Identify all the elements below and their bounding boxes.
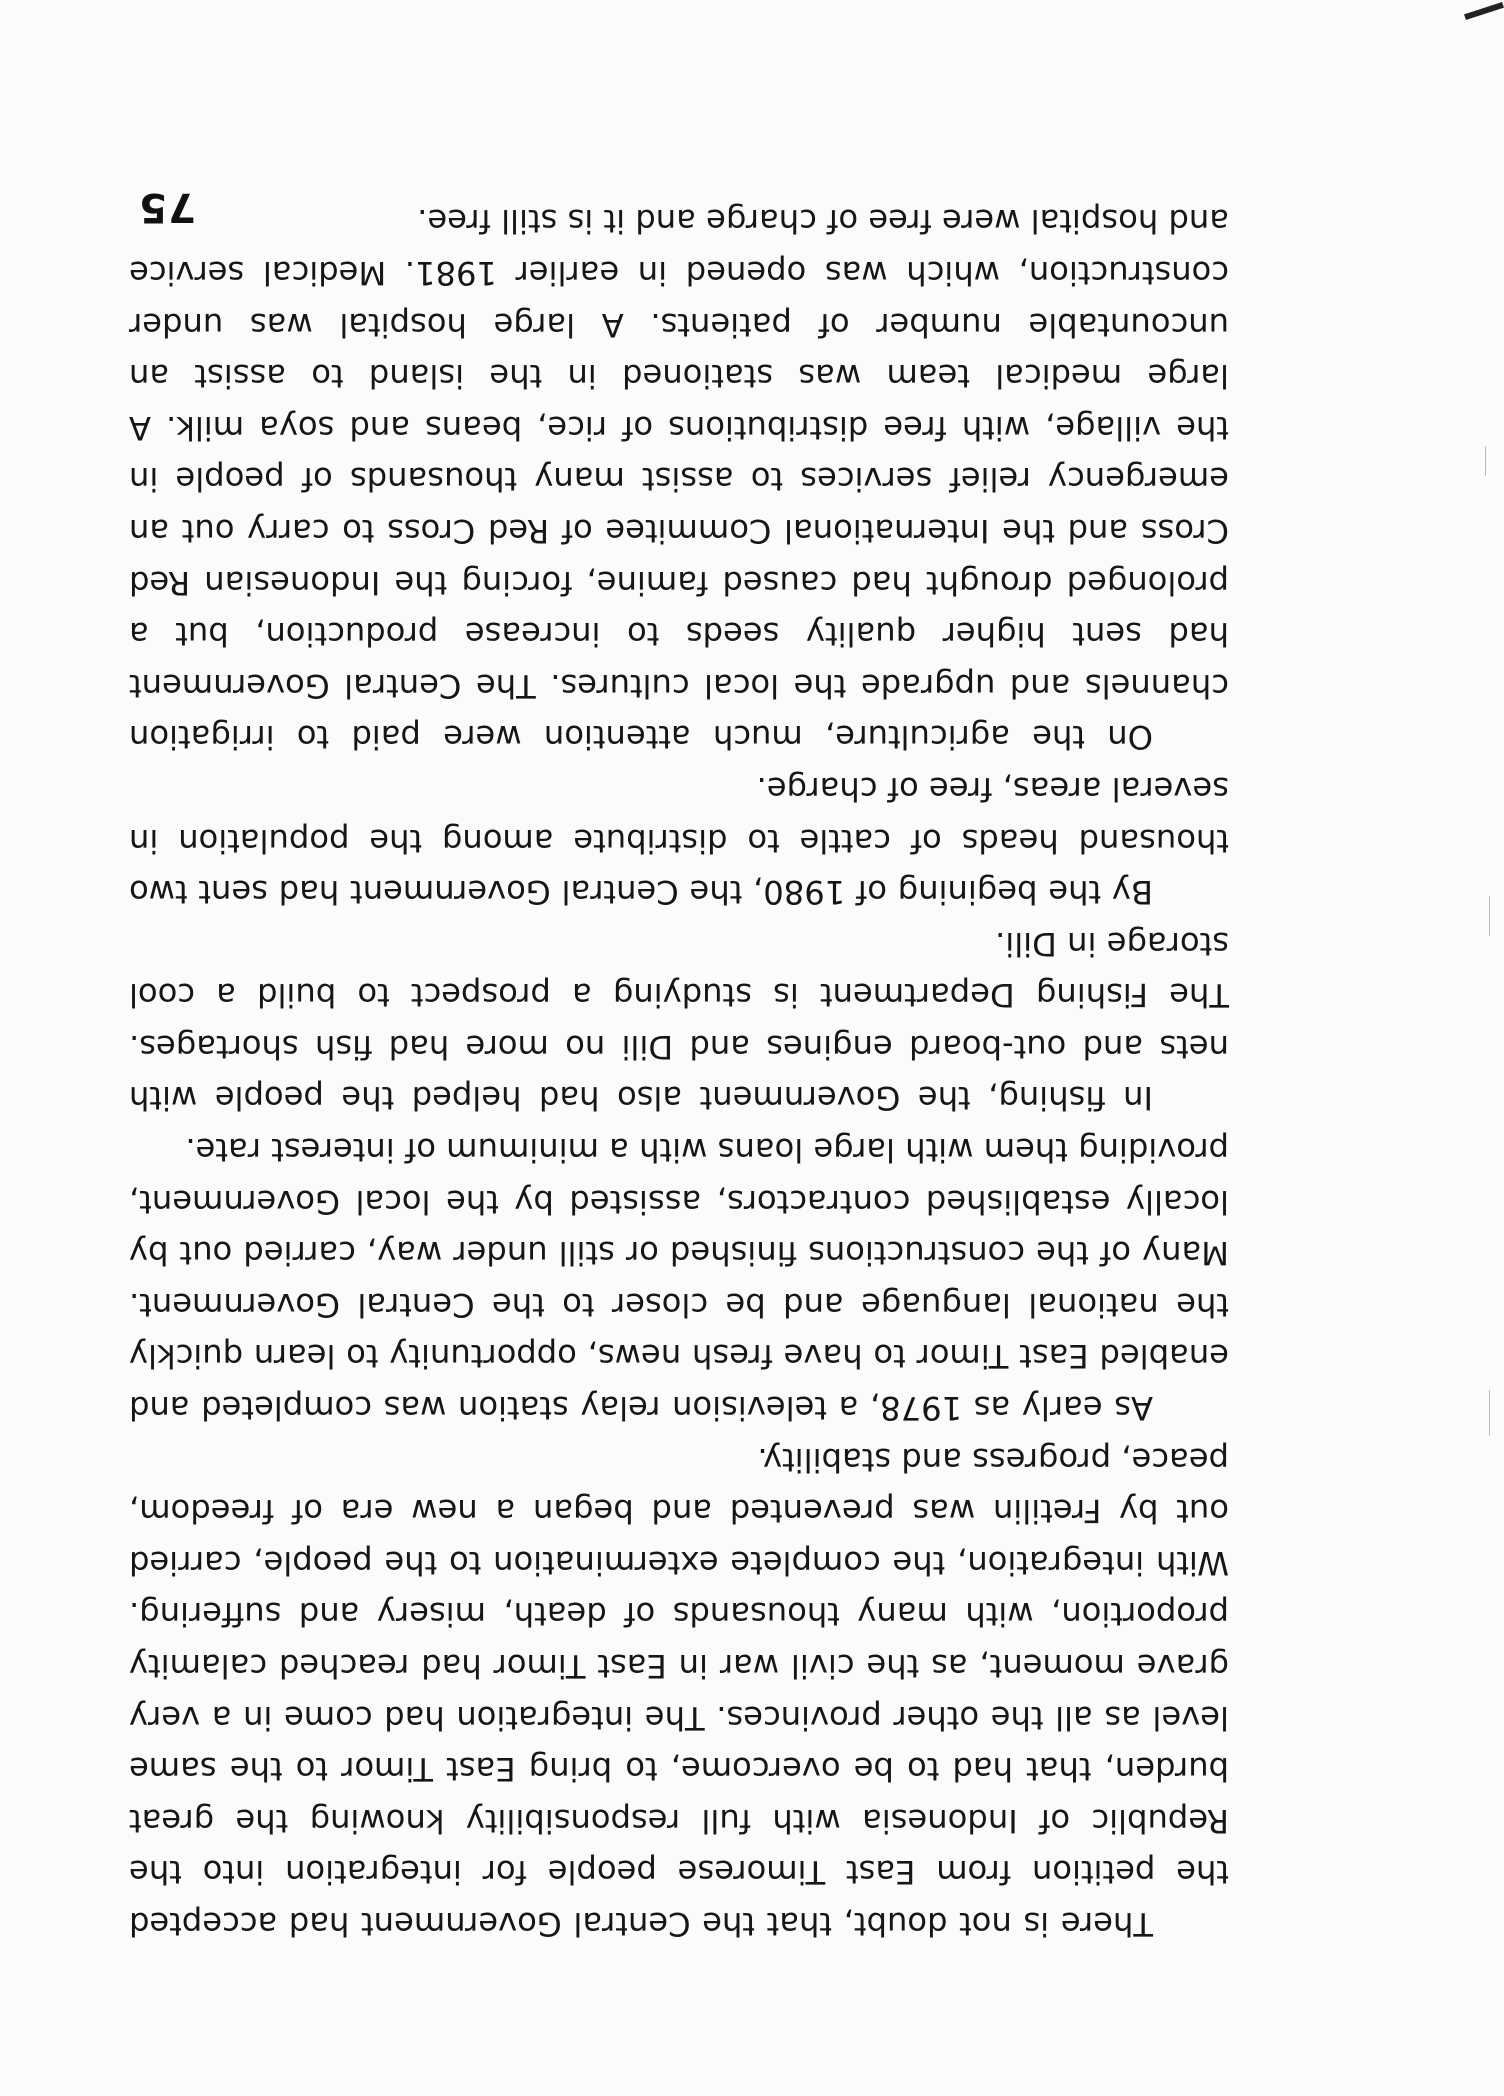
scan-corner-smudge — [1464, 2, 1504, 20]
paragraph-cattle: By the begining of 1980, the Central Government had sent two thousand heads of cattle to distribute among the population in several areas, free of charge. — [129, 769, 1229, 912]
paragraph-integration: There is not doubt, that the Central Government had accepted the petition from East Timorese people for integration into the Republic of Indonesia with full responsibility knowing the great burden, that had to be overcome, to bring East Timor to the same level as all the other provinces. The integration had come in a very grave moment, as the civil war in East Timor had reached calamity proportion, with many thousands of death, misery and suffering. With integration, the complete extermination to the people, carried out by Fretilin was prevented and began a new era of freedom, peace, progress and stability. — [129, 1440, 1229, 1943]
body-text — [129, 195, 1229, 1949]
paragraph-fishing: In fishing, the Government also had helped the people with nets and out-board engines and Dili no more had fish shortages. The Fishing Department is studying a prospect to build a cool storage in Dili. — [129, 924, 1229, 1118]
paragraph-television: As early as 1978, a television relay station was completed and enabled East Timor to have fresh news, opportunity to learn quickly the national language and be closer to the Central Government. Many of the constructions finished or still under way, carried out by locally established contractors, assisted by the local Government, providing them with large loans with a minimum of interest rate. — [129, 1131, 1229, 1428]
paragraph-agriculture: On the agriculture, much attention were paid to irrigation channels and upgrade the local cultures. The Central Government had sent higher quality seeds to increase production, but a prolonged drought had caused famine, forcing the Indonesian Red Cross and the International Commitee of Red Cross to carry out an emergency relief services to assist many thousands of people in the village, with free distributions of rice, beans and soya milk. A large medical team was stationed in the island to assist an uncountable number of patients. A large hospital was under construction, which was opened in earlier 1981. Medical service and hospital were free of charge and it is still free. — [129, 202, 1229, 757]
scan-margin-mark — [1489, 896, 1490, 936]
scan-margin-mark — [1485, 446, 1486, 476]
page-number: 75 — [138, 184, 196, 230]
scan-margin-mark — [1489, 1390, 1490, 1436]
